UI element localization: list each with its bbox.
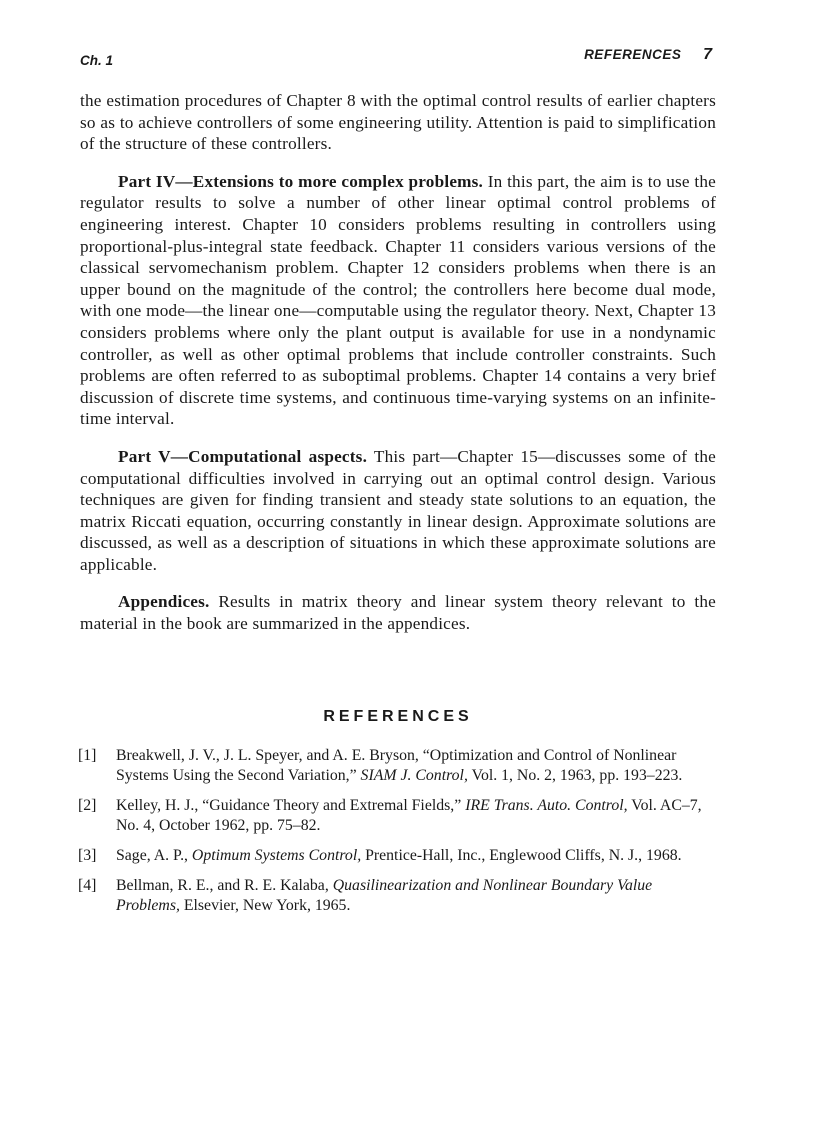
reference-details: Prentice-Hall, Inc., Englewood Cliffs, N. J., 1968. bbox=[361, 847, 682, 864]
reference-authors-title: Kelley, H. J., “Guidance Theory and Extremal Fields,” bbox=[116, 797, 466, 814]
reference-source: SIAM J. Control, bbox=[360, 767, 468, 784]
reference-details: Elsevier, New York, 1965. bbox=[179, 897, 351, 914]
reference-authors-title: Bellman, R. E., and R. E. Kalaba, bbox=[116, 877, 333, 894]
appendices-text: Results in matrix theory and linear system theory relevant to the material in the book are summarized in the appendices. bbox=[80, 592, 716, 634]
references-heading: REFERENCES bbox=[323, 708, 473, 725]
reference-number: [2] bbox=[78, 797, 97, 814]
chapter-label: Ch. 1 bbox=[80, 53, 114, 68]
reference-source: Quasilinearization and Nonlinear Boundary Value Problems, bbox=[116, 877, 653, 914]
part-v-text: This part—Chapter 15—discusses some of the computational difficulties involved in carrying out an optimal control design. Various techniques are given for finding transient and steady state solutions to an equation, the matrix Riccati equation, occurring constantly in linear design. Approximate solutions are discussed, as well as a description of situations in which these approximate solutions are applicable. bbox=[80, 446, 716, 574]
part-iv-heading: Part IV—Extensions to more complex problems. bbox=[118, 171, 484, 191]
part-iv-text: In this part, the aim is to use the regulator results to solve a number of other linear optimal control problems of engineering interest. Chapter 10 considers problems resulting in controllers using proportional-plus-integral state feedback. Chapter 11 considers various versions of the classical servomechanism problem. Chapter 12 considers problems when there is an upper bound on the magnitude of the control; the controllers here become dual mode, with one mode—the linear one—computable using the regulator theory. Next, Chapter 13 considers problems where only the plant output is available for use in a nondynamic controller, as well as other optimal problems that include controller constraints. Such problems are often referred to as suboptimal problems. Chapter 14 contains a very brief discussion of discrete time systems, and continuous time-varying systems on an infinite-time interval. bbox=[80, 171, 716, 429]
reference-source: IRE Trans. Auto. Control, bbox=[465, 797, 628, 814]
reference-item bbox=[80, 746, 716, 786]
reference-number: [4] bbox=[78, 877, 97, 894]
running-title: REFERENCES bbox=[584, 47, 682, 62]
reference-item bbox=[80, 796, 716, 836]
page-number: 7 bbox=[703, 46, 712, 63]
reference-list bbox=[80, 746, 716, 926]
reference-item bbox=[80, 846, 716, 866]
reference-authors-title: Sage, A. P., bbox=[116, 847, 192, 864]
reference-details: Vol. AC–7, No. 4, October 1962, pp. 75–82. bbox=[116, 797, 702, 834]
appendices-heading: Appendices. bbox=[118, 592, 210, 612]
reference-number: [3] bbox=[78, 847, 97, 864]
part-v-heading: Part V—Computational aspects. bbox=[118, 446, 368, 466]
body-text bbox=[80, 90, 716, 635]
reference-details: Vol. 1, No. 2, 1963, pp. 193–223. bbox=[467, 767, 683, 784]
reference-item bbox=[80, 876, 716, 916]
reference-authors-title: Breakwell, J. V., J. L. Speyer, and A. E. Bryson, “Optimization and Control of Nonlinear Systems Using the Second Variation,” bbox=[116, 747, 677, 784]
paragraph-appendices bbox=[80, 591, 716, 634]
reference-source: Optimum Systems Control, bbox=[191, 847, 362, 864]
reference-number: [1] bbox=[78, 747, 97, 764]
paragraph-part-v bbox=[80, 446, 716, 576]
paragraph-continuation: the estimation procedures of Chapter 8 with the optimal control results of earlier chapters so as to achieve controllers of some engineering utility. Attention is paid to simplification of the structure of these controllers. bbox=[80, 91, 716, 154]
paragraph-part-iv bbox=[80, 171, 716, 430]
header-right bbox=[584, 46, 712, 64]
